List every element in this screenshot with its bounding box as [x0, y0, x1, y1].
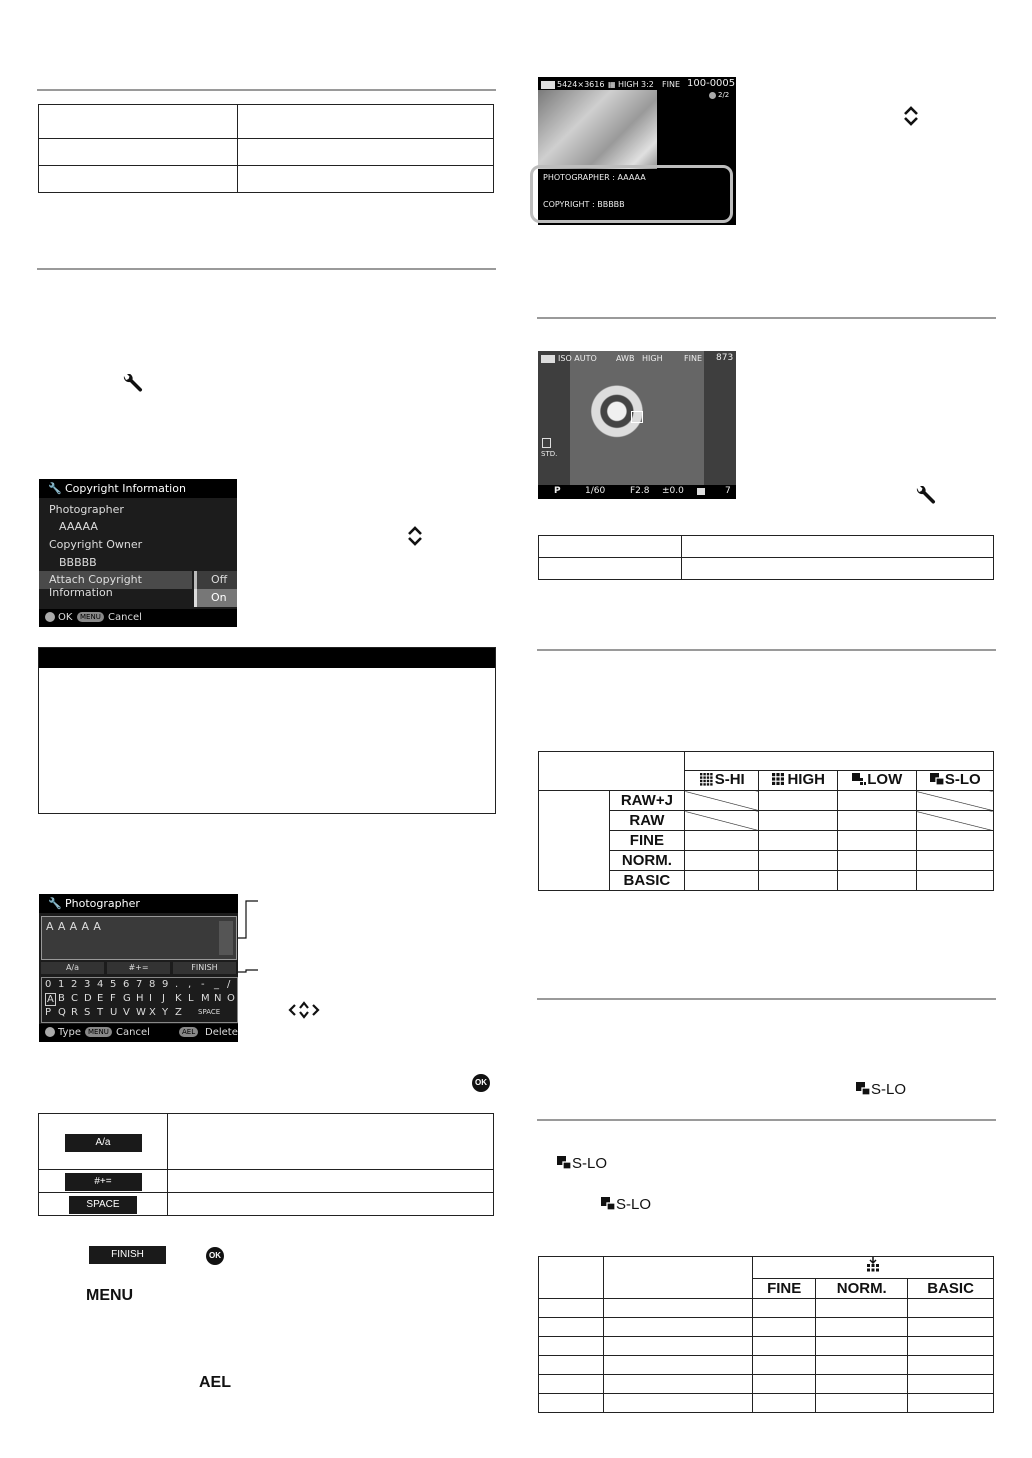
column-header: BASIC [908, 1279, 994, 1299]
section-rule-4 [537, 649, 996, 651]
key-F[interactable]: F [110, 993, 116, 1004]
table-cell [39, 105, 238, 139]
symbols-key: #+= [65, 1173, 142, 1191]
key-O[interactable]: O [227, 993, 235, 1004]
table-cell [908, 1299, 994, 1318]
table-cell [916, 791, 993, 811]
key-N[interactable]: N [214, 993, 222, 1004]
tab-case[interactable]: A/a [41, 962, 104, 974]
table-cell [539, 752, 685, 791]
table-cell [604, 1337, 753, 1356]
wrench-icon: 🔧 [48, 897, 62, 910]
table-cell [539, 1337, 604, 1356]
row-header: RAW+J [609, 791, 684, 811]
jpeg-quality-table [538, 1256, 994, 1413]
table-cell [753, 1257, 994, 1279]
status-bar: ISO AUTO AWB HIGH FINE 873 [538, 351, 736, 365]
table-cell [539, 1257, 604, 1299]
text-input-field[interactable]: AAAAA [41, 916, 237, 960]
table-cell [539, 791, 610, 891]
table-cell [238, 139, 494, 166]
key-9[interactable]: 9 [162, 979, 169, 990]
table-cell [685, 851, 759, 871]
copyright-overlay: PHOTOGRAPHER : AAAAA COPYRIGHT : BBBBB [538, 169, 728, 217]
table-cell [604, 1299, 753, 1318]
table-cell [816, 1299, 908, 1318]
table-cell [539, 1318, 604, 1337]
key-5[interactable]: 5 [110, 979, 117, 990]
key-I[interactable]: I [149, 993, 152, 1004]
table-cell [685, 871, 759, 891]
section-rule-2 [37, 268, 496, 270]
key-Q[interactable]: Q [58, 1007, 66, 1018]
key-8[interactable]: 8 [149, 979, 156, 990]
table-cell [39, 166, 238, 193]
table-cell [685, 752, 994, 771]
wrench-icon: 🔧 [48, 482, 62, 495]
key-S[interactable]: S [84, 1007, 91, 1018]
s-lo-label: S-LO [600, 1196, 651, 1215]
exposure-bar: P 1/60 F2.8 ±0.0 7 [538, 485, 736, 499]
column-header: S-HI [685, 771, 759, 791]
tab-symbols[interactable]: #+= [107, 962, 170, 974]
menu-badge: MENU [85, 1027, 112, 1037]
key-.[interactable]: . [175, 979, 179, 990]
table-cell [685, 811, 759, 831]
key-X[interactable]: X [149, 1007, 156, 1018]
column-header: NORM. [816, 1279, 908, 1299]
table-cell [539, 558, 682, 580]
key-L[interactable]: L [188, 993, 194, 1004]
key-H[interactable]: H [136, 993, 144, 1004]
column-header: S-LO [916, 771, 993, 791]
table-cell [238, 166, 494, 193]
key-V[interactable]: V [123, 1007, 130, 1018]
table-cell [753, 1318, 816, 1337]
table-cell [682, 558, 994, 580]
metering-icon [697, 488, 705, 495]
key-_[interactable]: _ [214, 979, 219, 990]
table-cell [604, 1318, 753, 1337]
table-cell [39, 1193, 168, 1216]
keyboard [41, 977, 238, 1023]
key-R[interactable]: R [71, 1007, 78, 1018]
screen-title: Copyright Information [65, 482, 186, 495]
quality-icon [866, 1257, 880, 1278]
table-cell [759, 791, 838, 811]
row-header: NORM. [609, 851, 684, 871]
key-2[interactable]: 2 [71, 979, 78, 990]
table-cell [682, 536, 994, 558]
s-lo-label: S-LO [556, 1155, 607, 1174]
table-cell [753, 1337, 816, 1356]
key-,[interactable]: , [188, 979, 192, 990]
case-key: A/a [65, 1134, 142, 1152]
battery-icon [541, 355, 555, 363]
note-header-bar [39, 648, 495, 668]
menu-item-copyright-owner[interactable]: Copyright Owner [49, 538, 143, 551]
copyright-info-screen [39, 479, 237, 627]
table-cell [838, 831, 917, 851]
side-right [704, 351, 736, 485]
size-icon [699, 772, 715, 790]
key-G[interactable]: G [123, 993, 131, 1004]
wrench-icon [914, 486, 936, 508]
key-T[interactable]: T [97, 1007, 104, 1018]
key-P[interactable]: P [45, 1007, 52, 1018]
table-cell [753, 1394, 816, 1413]
image-quality-table [538, 751, 994, 891]
up-down-arrows-icon [406, 526, 424, 546]
table-cell [539, 1299, 604, 1318]
key-W[interactable]: W [136, 1007, 146, 1018]
row-header: RAW [609, 811, 684, 831]
table-cell [759, 871, 838, 891]
table-cell [816, 1318, 908, 1337]
owner-value: BBBBB [59, 556, 97, 569]
table-cell [539, 1394, 604, 1413]
size-icon [771, 772, 787, 790]
table-cell [908, 1337, 994, 1356]
table-cell [759, 851, 838, 871]
column-header: LOW [838, 771, 917, 791]
s-lo-icon [855, 1081, 871, 1100]
table-cell [753, 1375, 816, 1394]
settings-table-top [38, 104, 494, 193]
space-key[interactable]: SPACE [198, 1008, 221, 1016]
table-cell [753, 1299, 816, 1318]
key-1[interactable]: 1 [58, 979, 65, 990]
key-B[interactable]: B [58, 993, 65, 1004]
option-on[interactable]: On [194, 589, 237, 607]
key-/[interactable]: / [227, 979, 231, 990]
key--[interactable]: - [201, 979, 205, 990]
picture-style-icon [542, 438, 551, 448]
screen-title: Photographer [65, 897, 140, 910]
key-4[interactable]: 4 [97, 979, 104, 990]
key-0[interactable]: 0 [45, 979, 52, 990]
key-Y[interactable]: Y [162, 1007, 169, 1018]
screen-header [39, 894, 238, 913]
four-way-arrows-icon [288, 1000, 320, 1020]
table-cell [916, 811, 993, 831]
photographer-screen [39, 894, 238, 1042]
section-rule-6 [537, 1119, 996, 1121]
size-icon [851, 772, 867, 790]
table-cell [539, 536, 682, 558]
screen-footer: OK MENU Cancel [39, 609, 237, 627]
table-cell [168, 1170, 494, 1193]
table-cell [916, 871, 993, 891]
menu-item-photographer[interactable]: Photographer [49, 503, 124, 516]
table-cell [685, 791, 759, 811]
key-A[interactable]: A [47, 994, 54, 1005]
table-cell [916, 851, 993, 871]
table-cell [816, 1337, 908, 1356]
side-left [538, 351, 570, 485]
space-key: SPACE [69, 1196, 137, 1214]
row-header: BASIC [609, 871, 684, 891]
screen-footer: Type MENU Cancel AEL Delete [39, 1024, 238, 1042]
key-function-table [38, 1113, 494, 1216]
s-lo-icon [556, 1155, 572, 1174]
dial-icon [45, 1027, 55, 1037]
menu-badge: MENU [77, 612, 104, 622]
section-rule-1 [37, 89, 496, 91]
table-cell [908, 1375, 994, 1394]
table-cell [168, 1193, 494, 1216]
section-rule-3 [537, 317, 996, 319]
table-cell [759, 831, 838, 851]
table-cell [39, 1170, 168, 1193]
tab-bar [41, 962, 236, 974]
row-header: FINE [609, 831, 684, 851]
table-cell [816, 1394, 908, 1413]
copyright-icon [709, 92, 716, 99]
s-lo-label: S-LO [855, 1081, 906, 1100]
callout-lines [236, 898, 260, 978]
size-icon [929, 772, 945, 790]
column-header: FINE [753, 1279, 816, 1299]
photographer-value: AAAAA [59, 520, 98, 533]
menu-item-attach[interactable]: Attach Copyright Information [39, 571, 192, 589]
table-cell [816, 1356, 908, 1375]
screen-header [39, 479, 237, 498]
table-cell [604, 1375, 753, 1394]
table-cell [539, 1356, 604, 1375]
settings-table-right [538, 535, 994, 580]
table-cell [685, 831, 759, 851]
ok-button-icon: OK [206, 1245, 224, 1265]
table-cell [908, 1394, 994, 1413]
key-3[interactable]: 3 [84, 979, 91, 990]
up-down-arrows-icon [902, 106, 920, 126]
key-M[interactable]: M [201, 993, 210, 1004]
key-J[interactable]: J [162, 993, 165, 1004]
key-K[interactable]: K [175, 993, 182, 1004]
table-cell [838, 871, 917, 891]
scroll-indicator [219, 921, 233, 955]
playback-screen: 5424×3616 ▦ HIGH 3:2 FINE 100-0005 2/2 PHOTOGRAPHER : AAAAA COPYRIGHT : BBBBB [538, 77, 736, 225]
battery-icon [541, 81, 555, 89]
table-cell [908, 1318, 994, 1337]
table-cell [39, 139, 238, 166]
option-off[interactable]: Off [194, 571, 237, 589]
key-7[interactable]: 7 [136, 979, 143, 990]
table-cell [604, 1356, 753, 1375]
table-cell [838, 851, 917, 871]
key-Z[interactable]: Z [175, 1007, 182, 1018]
key-D[interactable]: D [84, 993, 92, 1004]
live-view-screen: ISO AUTO AWB HIGH FINE 873 STD. P 1/60 F2.8 ±0.0 7 [538, 351, 736, 499]
column-header: HIGH [759, 771, 838, 791]
table-cell [39, 1114, 168, 1170]
table-cell [753, 1356, 816, 1375]
table-cell [916, 831, 993, 851]
key-C[interactable]: C [71, 993, 78, 1004]
ael-button-label: AEL [199, 1374, 231, 1391]
key-E[interactable]: E [97, 993, 104, 1004]
dial-icon [45, 612, 55, 622]
ok-button-icon: OK [472, 1072, 490, 1092]
status-bar: 5424×3616 ▦ HIGH 3:2 FINE 100-0005 [538, 77, 736, 91]
table-cell [759, 811, 838, 831]
table-cell [816, 1375, 908, 1394]
finish-key: FINISH [89, 1244, 166, 1264]
table-cell [238, 105, 494, 139]
table-cell [604, 1394, 753, 1413]
table-cell [539, 1375, 604, 1394]
s-lo-icon [600, 1196, 616, 1215]
highlight-frame [530, 165, 733, 223]
section-rule-5 [537, 998, 996, 1000]
table-cell [604, 1257, 753, 1299]
table-cell [908, 1356, 994, 1375]
note-box [38, 647, 496, 814]
quality-size-icon: ▦ [608, 80, 616, 89]
table-cell [168, 1114, 494, 1170]
key-6[interactable]: 6 [123, 979, 130, 990]
af-frame [631, 411, 643, 423]
wrench-icon [121, 374, 143, 396]
tab-finish[interactable]: FINISH [173, 962, 236, 974]
ael-badge: AEL [179, 1027, 198, 1037]
key-U[interactable]: U [110, 1007, 118, 1018]
table-cell [838, 791, 917, 811]
menu-button-label: MENU [86, 1287, 134, 1304]
table-cell [838, 811, 917, 831]
